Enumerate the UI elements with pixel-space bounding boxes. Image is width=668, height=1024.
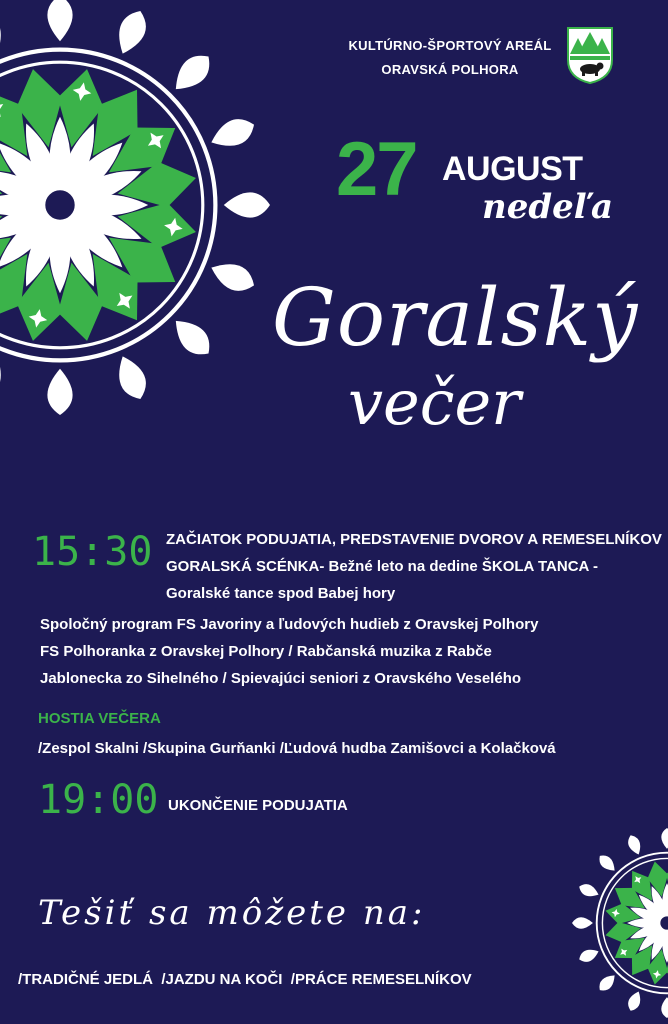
venue-name (340, 34, 560, 82)
guests-list: /Zespol Skalni /Skupina Gurňanki /Ľudová hudba Zamišovci a Kolačková (38, 740, 556, 757)
end-time: 19:00 (38, 777, 159, 823)
program-line: Goralské tance spod Babej hory (166, 585, 396, 602)
end-label: UKONČENIE PODUJATIA (168, 797, 348, 814)
start-time: 15:30 (32, 529, 153, 575)
mandala-ornament-bottom-right (522, 768, 668, 1018)
venue-line-1: KULTÚRNO-ŠPORTOVÝ AREÁL (348, 38, 552, 53)
event-day: 27 (336, 127, 417, 212)
mandala-ornament-top-left (0, 0, 275, 470)
program-start-block (166, 526, 662, 607)
program-line: Spoločný program FS Javoriny a ľudových hudieb z Oravskej Polhory (40, 616, 539, 633)
event-weekday: nedeľa (482, 187, 614, 227)
event-month: AUGUST (442, 150, 583, 188)
event-title-line-1: Goralský (272, 271, 639, 364)
municipal-coat-of-arms-icon (566, 26, 614, 84)
guests-heading: HOSTIA VEČERA (38, 710, 161, 727)
program-more-block (40, 611, 538, 692)
program-line: ZAČIATOK PODUJATIA, PREDSTAVENIE DVOROV A REMESELNÍKOV (166, 531, 662, 548)
program-line: GORALSKÁ SCÉNKA- Bežné leto na dedine ŠKOLA TANCA - (166, 558, 598, 575)
program-line: FS Polhoranka z Oravskej Polhory / Rabčanská muzika z Rabče (40, 643, 492, 660)
event-title-line-2: večer (348, 366, 521, 439)
looking-forward-heading: Tešiť sa môžete na: (38, 893, 426, 933)
program-line: Jablonecka zo Sihelného / Spievajúci seniori z Oravského Veselého (40, 670, 522, 687)
venue-line-2: ORAVSKÁ POLHORA (381, 62, 519, 77)
offers-list: /TRADIČNÉ JEDLÁ /JAZDU NA KOČI /PRÁCE REMESELNÍKOV (18, 971, 472, 988)
